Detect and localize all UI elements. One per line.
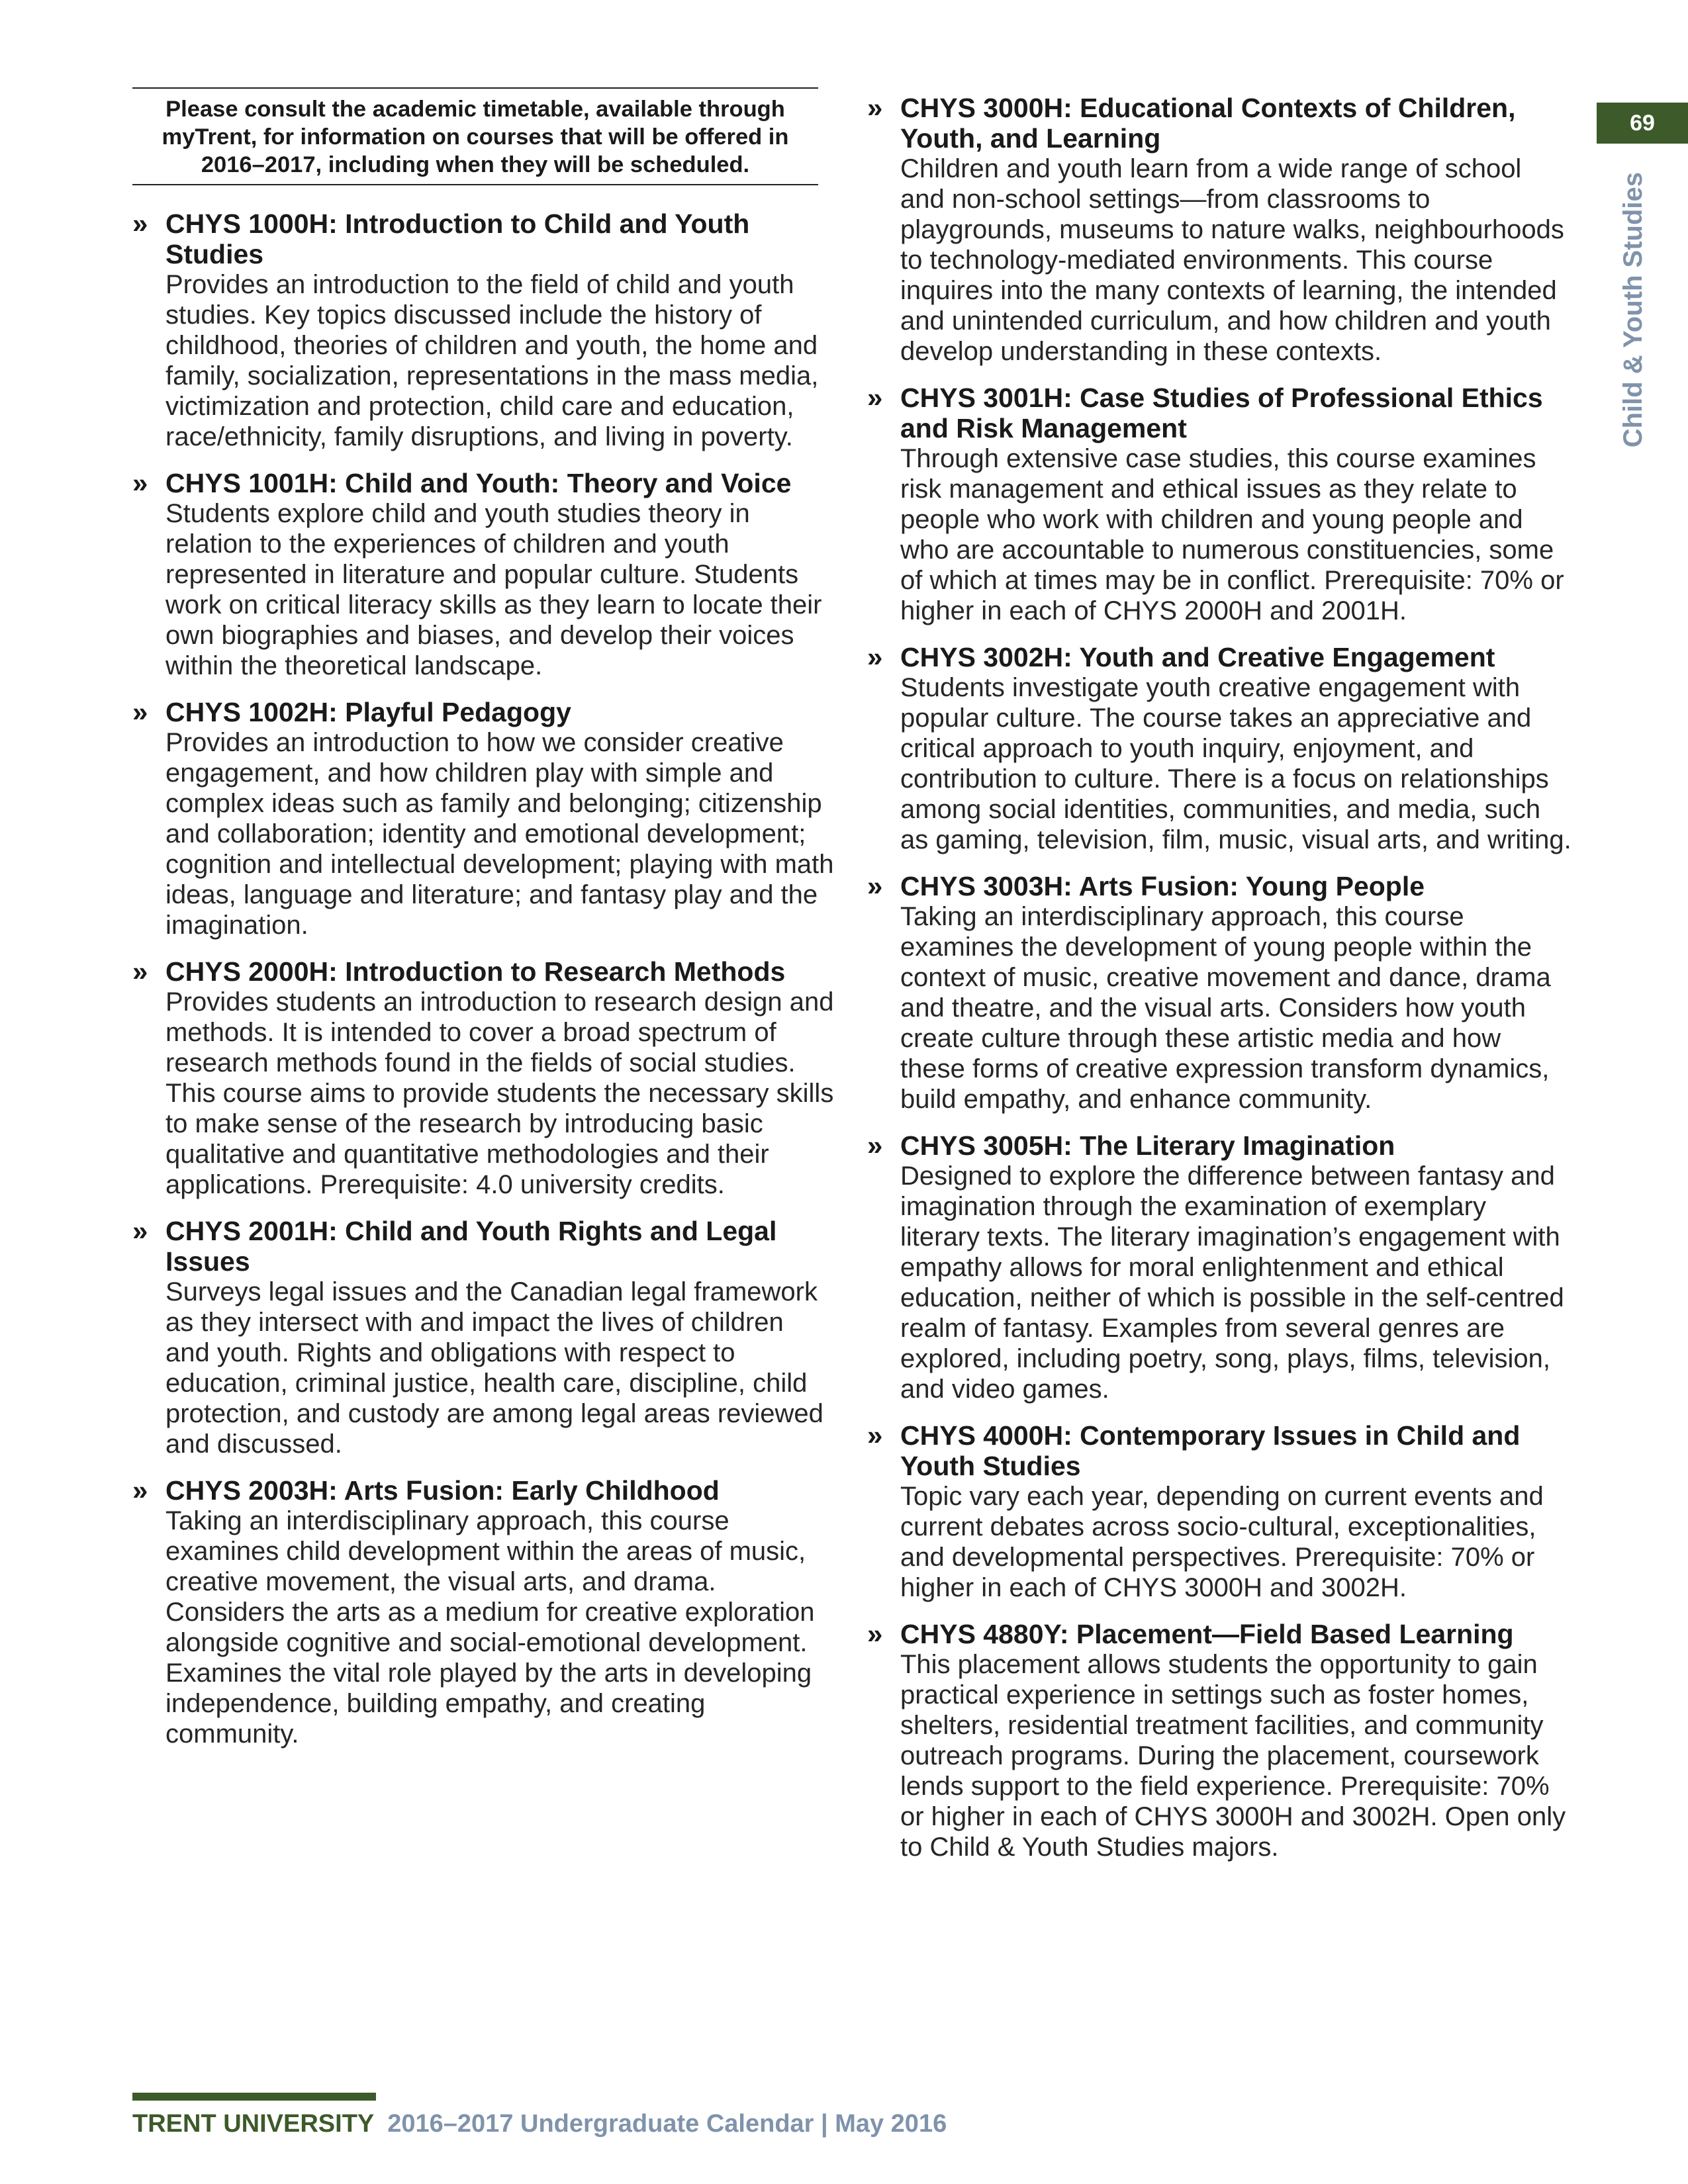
page-number-tab: 69 (1597, 103, 1688, 144)
bullet-chevron: » (132, 208, 148, 239)
section-side-label: Child & Youth Studies (1618, 172, 1648, 448)
course-chys-1001h (132, 468, 834, 681)
course-chys-2003h (132, 1475, 834, 1749)
course-description: Provides students an introduction to research design and methods. It is intended to cover a broad spectrum of research methods found in the fields of social studies. This course aims to provide students the necessary skills to make sense of the research by introducing basic qualitative and quantitative methodologies and their applications. Prerequisite: 4.0 university credits. (165, 987, 834, 1199)
course-description: Through extensive case studies, this course examines risk management and ethical issues as they relate to people who work with children and young people and who are accountable to numerous constituencies, some of which at times may be in conflict. Prerequisite: 70% or higher in each of CHYS 2000H and 2001H. (900, 444, 1564, 625)
bullet-chevron: » (867, 92, 883, 123)
bullet-chevron: » (132, 696, 148, 727)
course-title: CHYS 3000H: Educational Contexts of Children, Youth, and Learning (900, 93, 1516, 154)
course-title: CHYS 2000H: Introduction to Research Methods (165, 956, 786, 987)
footer-university: TRENT UNIVERSITY (132, 2110, 375, 2138)
bullet-chevron: » (867, 382, 883, 413)
course-description: This placement allows students the opportunity to gain practical experience in settings such as foster homes, shelters, residential treatment facilities, and community outreach programs. During the placement, coursework lends support to the field experience. Prerequisite: 70% or higher in each of CHYS 3000H and 3002H. Open only to Child & Youth Studies majors. (900, 1650, 1566, 1862)
bullet-chevron: » (132, 1475, 148, 1506)
bullet-chevron: » (867, 1420, 883, 1451)
course-chys-2000h (132, 956, 834, 1200)
course-description: Students investigate youth creative engagement with popular culture. The course takes an appreciative and critical approach to youth inquiry, enjoyment, and contribution to culture. There is a focus on relationships among social identities, communities, and media, such as gaming, television, film, music, visual arts, and writing. (900, 673, 1571, 854)
course-description: Students explore child and youth studies theory in relation to the experiences of children and youth represented in literature and popular culture. Students work on critical literacy skills as they learn to locate their own biographies and biases, and develop their voices within the theoretical landscape. (165, 499, 822, 680)
course-title: CHYS 3002H: Youth and Creative Engagement (900, 642, 1495, 672)
course-description: Provides an introduction to the field of child and youth studies. Key topics discussed include the history of childhood, theories of children and youth, the home and family, socialization, representations in the mass media, victimization and protection, child care and education, race/ethnicity, family disruptions, and living in poverty. (165, 270, 819, 451)
course-chys-3001h (867, 383, 1573, 626)
bullet-chevron: » (867, 1130, 883, 1161)
bullet-chevron: » (132, 467, 148, 498)
page-footer (132, 2110, 947, 2138)
course-description: Taking an interdisciplinary approach, this course examines the development of young people within the context of music, creative movement and dance, drama and theatre, and the visual arts. Considers how youth create culture through these artistic media and how these forms of creative expression transform dynamics, build empathy, and enhance community. (900, 902, 1551, 1114)
course-title: CHYS 2003H: Arts Fusion: Early Childhood (165, 1475, 720, 1506)
course-chys-3005h (867, 1130, 1573, 1404)
bullet-chevron: » (132, 1215, 148, 1246)
course-chys-2001h (132, 1216, 834, 1459)
course-title: CHYS 4880Y: Placement—Field Based Learning (900, 1619, 1514, 1649)
bullet-chevron: » (132, 956, 148, 987)
bullet-chevron: » (867, 641, 883, 672)
left-column (132, 208, 834, 1765)
course-description: Taking an interdisciplinary approach, this course examines child development within the areas of music, creative movement, the visual arts, and drama. Considers the arts as a medium for creative exploration alongside cognitive and social-emotional development. Examines the vital role played by the arts in developing independence, building empathy, and creating community. (165, 1506, 815, 1749)
course-chys-3002h (867, 642, 1573, 855)
course-title: CHYS 2001H: Child and Youth Rights and Legal Issues (165, 1216, 777, 1277)
course-description: Surveys legal issues and the Canadian legal framework as they intersect with and impact the lives of children and youth. Rights and obligations with respect to education, criminal justice, health care, discipline, child protection, and custody are among legal areas reviewed and discussed. (165, 1277, 823, 1459)
timetable-notice: Please consult the academic timetable, available through myTrent, for information on courses that will be offered in 2016–2017, including when they will be scheduled. (132, 87, 818, 185)
bullet-chevron: » (867, 870, 883, 901)
course-title: CHYS 1000H: Introduction to Child and Youth Studies (165, 208, 750, 269)
course-description: Provides an introduction to how we consider creative engagement, and how children play with simple and complex ideas such as family and belonging; citizenship and collaboration; identity and emotional development; cognition and intellectual development; playing with math ideas, language and literature; and fantasy play and the imagination. (165, 728, 834, 940)
right-column (867, 93, 1573, 1878)
course-description: Designed to explore the difference between fantasy and imagination through the examination of exemplary literary texts. The literary imagination’s engagement with empathy allows for moral enlightenment and ethical education, neither of which is possible in the self-centred realm of fantasy. Examples from several genres are explored, including poetry, song, plays, films, television, and video games. (900, 1161, 1564, 1404)
course-chys-3000h (867, 93, 1573, 367)
course-title: CHYS 4000H: Contemporary Issues in Child and Youth Studies (900, 1420, 1521, 1481)
course-chys-4880y (867, 1619, 1573, 1862)
bullet-chevron: » (867, 1618, 883, 1649)
course-chys-3003h (867, 871, 1573, 1115)
course-title: CHYS 1002H: Playful Pedagogy (165, 697, 571, 727)
footer-rule (132, 2093, 376, 2101)
course-chys-1000h (132, 208, 834, 452)
course-title: CHYS 1001H: Child and Youth: Theory and Voice (165, 468, 792, 498)
course-chys-4000h (867, 1420, 1573, 1603)
footer-calendar: 2016–2017 Undergraduate Calendar | May 2016 (387, 2110, 947, 2138)
course-description: Topic vary each year, depending on current events and current debates across socio-cultural, exceptionalities, and developmental perspectives. Prerequisite: 70% or higher in each of CHYS 3000H and 3002H. (900, 1482, 1544, 1602)
course-title: CHYS 3005H: The Literary Imagination (900, 1130, 1395, 1161)
course-description: Children and youth learn from a wide range of school and non-school settings—from classrooms to playgrounds, museums to nature walks, neighbourhoods to technology-mediated environments. This course inquires into the many contexts of learning, the intended and unintended curriculum, and how children and youth develop understanding in these contexts. (900, 154, 1564, 366)
course-title: CHYS 3001H: Case Studies of Professional Ethics and Risk Management (900, 383, 1543, 443)
course-title: CHYS 3003H: Arts Fusion: Young People (900, 871, 1425, 901)
course-chys-1002h (132, 697, 834, 940)
